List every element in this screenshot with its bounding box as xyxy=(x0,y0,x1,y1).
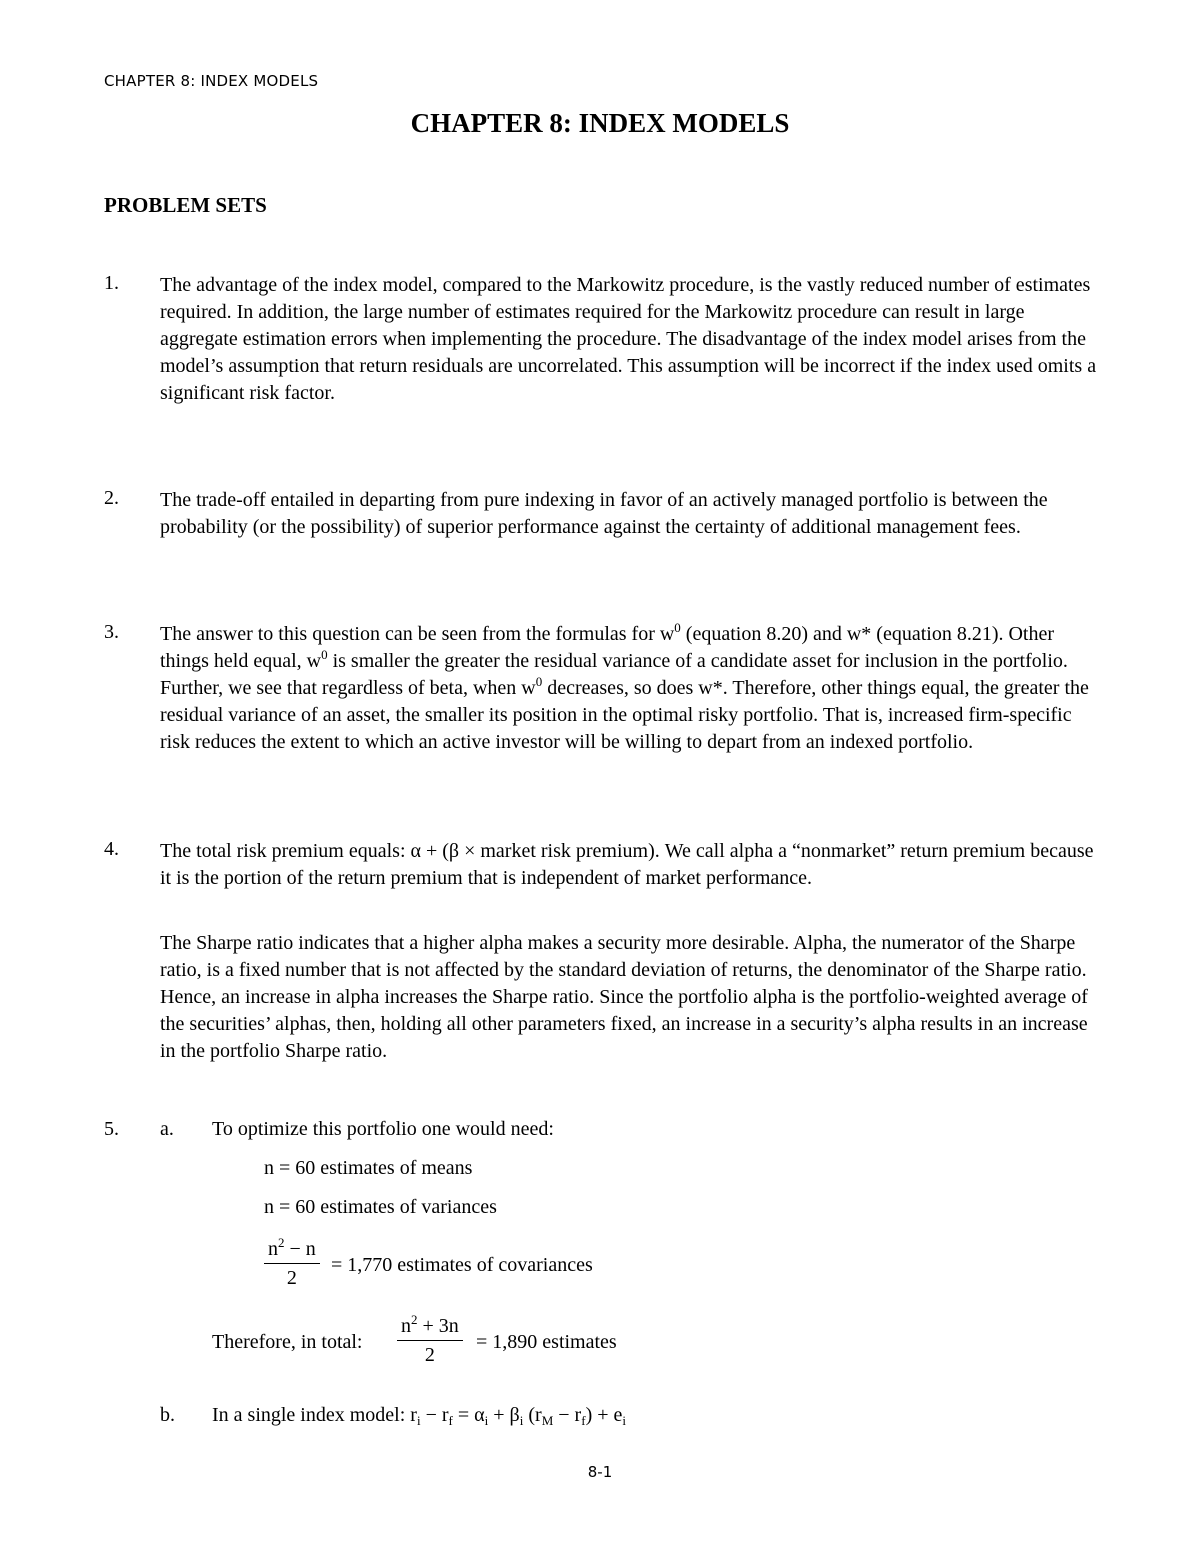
total-fraction xyxy=(397,1312,463,1367)
question-4-paragraph-2: The Sharpe ratio indicates that a higher alpha makes a security more desirable. Alpha, the numerator of the Sharpe ratio, is a fixed number that is not affected by the standard deviation of returns, the denominator of the Sharpe ratio. Hence, an increase in alpha increases the Sharpe ratio. Since the portfolio alpha is the portfolio-weighted average of the securities’ alphas, then, holding all other parameters fixed, an increase in a security’s alpha results in an increase in the portfolio Sharpe ratio. xyxy=(160,932,1088,1062)
covariance-numerator: $n^2 - n$ xyxy=(264,1238,320,1264)
question-5-number: 5. xyxy=(104,1118,119,1140)
covariance-fraction xyxy=(264,1235,320,1290)
question-1-answer: The advantage of the index model, compared to the Markowitz procedure, is the vastly reduced number of estimates required. In addition, the large number of estimates required for the Markowitz procedure can result in large aggregate estimation errors when implementing the procedure. The disadvantage of the index model arises from the model’s assumption that return residuals are uncorrelated. This assumption will be incorrect if the index used omits a significant risk factor. xyxy=(160,274,1097,404)
question-1-number: 1. xyxy=(104,272,119,294)
running-header: CHAPTER 8: INDEX MODELS xyxy=(104,72,319,90)
total-estimates: = 1,890 estimates xyxy=(476,1331,617,1353)
estimates-variances: n = 60 estimates of variances xyxy=(264,1196,497,1218)
estimates-means: n = 60 estimates of means xyxy=(264,1157,473,1179)
question-4-number: 4. xyxy=(104,838,119,860)
part-a-text: To optimize this portfolio one would need: xyxy=(212,1118,554,1140)
part-a-label: a. xyxy=(160,1118,174,1140)
question-2-number: 2. xyxy=(104,487,119,509)
chapter-title: CHAPTER 8: INDEX MODELS xyxy=(410,108,790,138)
covariance-denominator: 2 xyxy=(286,1267,297,1289)
covariance-estimates: = 1,770 estimates of covariances xyxy=(331,1254,593,1276)
page-number: 8-1 xyxy=(587,1463,613,1481)
single-index-equation: In a single index model: $r_i - r_f = \alpha_i + \beta_i$ $(r_M - r_f) + e_i$ xyxy=(212,1404,627,1428)
total-label: Therefore, in total: xyxy=(212,1331,363,1353)
question-2-answer: The trade-off entailed in departing from pure indexing in favor of an actively managed portfolio is between the probability (or the possibility) of superior performance against the certainty of additional management fees. xyxy=(160,489,1048,538)
question-3-answer: The answer to this question can be seen from the formulas for $w^0$ (equation 8.20) and w* (equation 8.21). Other things held equal, $w^0$ is smaller the greater the residual variance of a candidate asset for inclusion in the portfolio. Further, we see that regardless of beta, when $w^0$ decreases, so does w*. Therefore, other things equal, the greater the residual variance of an asset, the smaller its position in the optimal risky portfolio. That is, increased firm-specific risk reduces the extent to which an active investor will be willing to depart from an indexed portfolio. xyxy=(160,620,1089,753)
part-b-label: b. xyxy=(160,1404,175,1426)
section-title: PROBLEM SETS xyxy=(104,193,267,217)
question-3-number: 3. xyxy=(104,621,119,643)
total-numerator: $n^2 + 3n$ xyxy=(397,1315,463,1341)
question-4-paragraph-1: The total risk premium equals: α + (β × market risk premium). We call alpha a “nonmarket” return premium because it is the portion of the return premium that is independent of market performance. xyxy=(160,840,1094,889)
total-denominator: 2 xyxy=(424,1344,435,1366)
